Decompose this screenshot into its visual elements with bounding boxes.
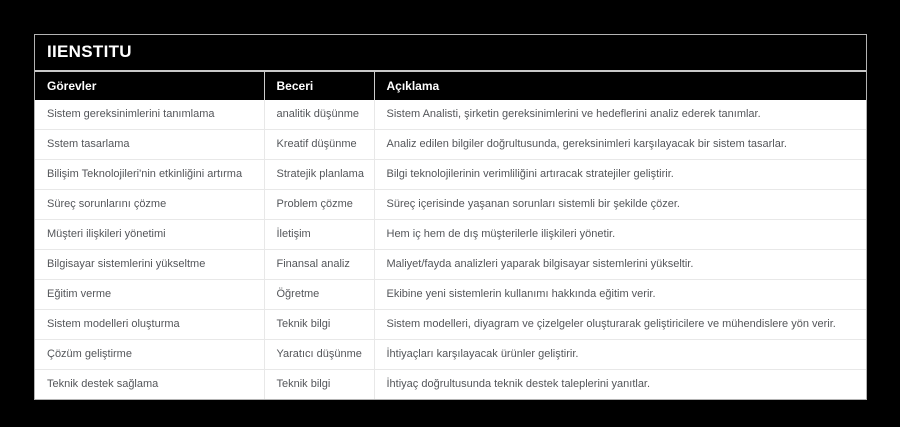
description-cell: Sistem modelleri, diyagram ve çizelgeler oluşturarak geliştiricilere ve mühendislere yön verir.	[374, 310, 866, 340]
skill-cell: Stratejik planlama	[264, 160, 374, 190]
skill-cell: Öğretme	[264, 280, 374, 310]
task-cell: Bilgisayar sistemlerini yükseltme	[35, 250, 264, 280]
skill-cell: Kreatif düşünme	[264, 130, 374, 160]
table-row	[35, 370, 866, 400]
task-cell: Süreç sorunlarını çözme	[35, 190, 264, 220]
table-row	[35, 250, 866, 280]
description-cell: Süreç içerisinde yaşanan sorunları sistemli bir şekilde çözer.	[374, 190, 866, 220]
task-cell: Sistem gereksinimlerini tanımlama	[35, 100, 264, 130]
table-row	[35, 340, 866, 370]
table-row	[35, 310, 866, 340]
table-row	[35, 190, 866, 220]
task-cell: Bilişim Teknolojileri'nin etkinliğini artırma	[35, 160, 264, 190]
task-cell: Teknik destek sağlama	[35, 370, 264, 400]
skill-cell: Teknik bilgi	[264, 370, 374, 400]
table-row	[35, 160, 866, 190]
table-title-bar	[35, 35, 866, 72]
column-header-beceri: Beceri	[264, 72, 374, 100]
task-cell: Sstem tasarlama	[35, 130, 264, 160]
task-cell: Müşteri ilişkileri yönetimi	[35, 220, 264, 250]
description-cell: Hem iç hem de dış müşterilerle ilişkileri yönetir.	[374, 220, 866, 250]
skill-cell: analitik düşünme	[264, 100, 374, 130]
description-cell: Sistem Analisti, şirketin gereksinimlerini ve hedeflerini analiz ederek tanımlar.	[374, 100, 866, 130]
table-row	[35, 220, 866, 250]
description-cell: Ekibine yeni sistemlerin kullanımı hakkında eğitim verir.	[374, 280, 866, 310]
task-cell: Sistem modelleri oluşturma	[35, 310, 264, 340]
table-row	[35, 100, 866, 130]
table-title: IIENSTITU	[47, 42, 132, 61]
description-cell: Maliyet/fayda analizleri yaparak bilgisayar sistemlerini yükseltir.	[374, 250, 866, 280]
description-cell: Analiz edilen bilgiler doğrultusunda, gereksinimleri karşılayacak bir sistem tasarlar.	[374, 130, 866, 160]
description-cell: İhtiyaçları karşılayacak ürünler geliştirir.	[374, 340, 866, 370]
task-cell: Çözüm geliştirme	[35, 340, 264, 370]
skill-cell: Problem çözme	[264, 190, 374, 220]
table-row	[35, 280, 866, 310]
column-header-aciklama: Açıklama	[374, 72, 866, 100]
header-row	[35, 72, 866, 100]
task-cell: Eğitim verme	[35, 280, 264, 310]
description-cell: Bilgi teknolojilerinin verimliliğini artıracak stratejiler geliştirir.	[374, 160, 866, 190]
skill-cell: Teknik bilgi	[264, 310, 374, 340]
table-row	[35, 130, 866, 160]
roles-table-card	[34, 34, 867, 400]
skill-cell: İletişim	[264, 220, 374, 250]
roles-skills-table	[35, 72, 866, 399]
description-cell: İhtiyaç doğrultusunda teknik destek taleplerini yanıtlar.	[374, 370, 866, 400]
skill-cell: Finansal analiz	[264, 250, 374, 280]
skill-cell: Yaratıcı düşünme	[264, 340, 374, 370]
column-header-gorevler: Görevler	[35, 72, 264, 100]
